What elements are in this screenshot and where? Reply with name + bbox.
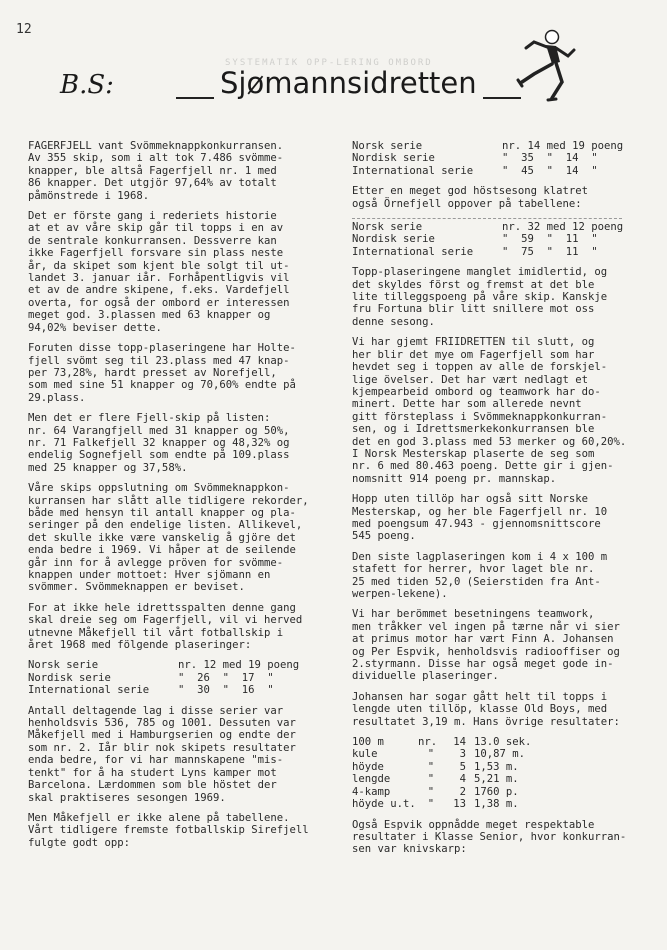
paragraph: Det er förste gang i rederiets historie at et av våre skip går til topps i en av de sentrale konkurransen. Dessverre kan ikke Fagerfjell forsvare sin plass neste år, da skipet som kjent ble solgt til ut- landet 3. januar iår. Forhåpentligvis vil et av de andre skipene, f.eks. Vardefjell overta, for også der ombord er interessen meget god. 3.plassen med 63 knapper og 94,02% beviser dette. xyxy=(28,210,290,334)
table-cell: kule xyxy=(352,748,378,761)
table-cell: höyde u.t. xyxy=(352,798,416,811)
table-cell: 13.0 sek. xyxy=(474,736,532,749)
left-column xyxy=(28,140,346,857)
table-cell: " xyxy=(427,773,435,786)
table-cell: 5,21 m. xyxy=(474,773,519,786)
title-text: Sjømannsidretten xyxy=(220,66,477,100)
table-cell: 100 m xyxy=(352,736,384,749)
table-row xyxy=(28,672,299,684)
table-cell: " 75 " 11 " xyxy=(502,245,598,258)
table-cell: 2 xyxy=(459,785,466,798)
table-row xyxy=(28,659,299,671)
table-cell: Nordisk serie xyxy=(28,671,111,684)
table-cell: lengde xyxy=(352,773,391,786)
paragraph: Vi har berömmet besetningens teamwork, men tråkker vel ingen på tærne når vi sier at primus motor har vært Finn A. Johansen og Per Espvik, henholdsvis radiooffiser og 2.styrmann. Disse har også meget gode in- dividuelle plaseringer. xyxy=(352,608,620,683)
table-row xyxy=(352,152,623,164)
paragraph: Johansen har sogar gått helt til topps i lengde uten tillöp, klasse Old Boys, med resultatet 3,19 m. Hans övrige resultater: xyxy=(352,690,620,728)
paragraph: Men det er flere Fjell-skip på listen: nr. 64 Varangfjell med 31 knapper og 50%, nr. 71 Falkefjell 32 knapper og 48,32% og endelig Sognefjell som endte på 109.plass med 25 knapper og 37,58%. xyxy=(28,412,290,474)
paragraph: Også Espvik oppnådde meget respektable resultater i Klasse Senior, hvor konkurran- sen var knivskarp: xyxy=(352,818,627,856)
table-row xyxy=(352,140,623,152)
paragraph: Foruten disse topp-plaseringene har Holte- fjell svömt seg til 23.plass med 47 knap- per 73,28%, hardt presset av Norefjell, som med sine 51 knapper og 70,60% endte på 29.plass. xyxy=(28,342,296,404)
divider xyxy=(352,218,622,219)
table-cell: höyde xyxy=(352,760,384,773)
table-row xyxy=(352,165,623,177)
table-row xyxy=(352,786,531,798)
table-cell: Norsk serie xyxy=(352,221,423,234)
table-cell: International serie xyxy=(352,164,474,177)
results-table xyxy=(352,221,623,258)
table-cell: " 45 " 14 " xyxy=(502,164,598,177)
article-header xyxy=(60,62,520,112)
table-cell: " 59 " 11 " xyxy=(502,233,598,246)
table-cell: Nordisk serie xyxy=(352,152,435,165)
paragraph: For at ikke hele idrettsspalten denne gang skal dreie seg om Fagerfjell, vil vi herved utnevne Måkefjell til vårt fotballskip i året 1968 med fölgende plaseringer: xyxy=(28,601,303,652)
athletics-results-table xyxy=(352,736,531,810)
table-cell: 5 xyxy=(459,760,466,773)
paragraph: Topp-plaseringene manglet imidlertid, og det skyldes först og fremst at det ble lite tilleggspoeng på våre skip. Kanskje fru Fortuna blir litt snillere mot oss denne sesong. xyxy=(352,266,608,328)
table-row xyxy=(352,798,531,810)
table-row xyxy=(352,736,531,748)
paragraph: FAGERFJELL vant Svömmeknappkonkurransen. Av 355 skip, som i alt tok 7.486 svömme- knapper, ble altså Fagerfjell nr. 1 med 86 knapper. Det utgjör 97,64% av totalt påmönstrede i 1968. xyxy=(28,140,284,202)
table-cell: nr. xyxy=(418,736,438,749)
paragraph: Etter en meget god höstsesong klatret også Örnefjell oppover på tabellene: xyxy=(352,185,588,210)
title-rule-left xyxy=(176,97,214,99)
table-row xyxy=(352,221,623,233)
table-cell: " xyxy=(427,785,435,798)
table-cell: 13 xyxy=(453,798,466,811)
table-cell: " xyxy=(427,760,435,773)
results-table xyxy=(352,140,623,177)
table-cell: " xyxy=(427,748,435,761)
paragraph: Vi har gjemt FRIIDRETTEN til slutt, og her blir det mye om Fagerfjell som har hevdet seg i toppen av alle de forskjel- lige övelser. Det har vært nedlagt et kjempearbeid ombord og teamwork har do- minert. Dette har som allerede nevnt gitt försteplass i Svömmeknappkonkurran- sen, og i Idrettsmerkekonkurransen ble det en god 3.plass med 53 merker og 60,20%. I Norsk Mesterskap plaserte de seg som nr. 6 med 80.463 poeng. Dette gir i gjen- nomsnitt 914 poeng pr. mannskap. xyxy=(352,336,627,485)
table-cell: 4-kamp xyxy=(352,785,391,798)
table-cell: nr. 12 med 19 poeng xyxy=(178,659,300,672)
article-title xyxy=(170,66,510,100)
table-cell: 1760 p. xyxy=(474,785,519,798)
table-cell: " 35 " 14 " xyxy=(502,152,598,165)
table-cell: Norsk serie xyxy=(28,659,99,672)
table-cell: nr. 14 med 19 poeng xyxy=(502,140,624,152)
section-initials: B.S: xyxy=(60,70,114,100)
table-cell: 1,53 m. xyxy=(474,760,519,773)
right-column xyxy=(352,140,667,864)
paragraph: Men Måkefjell er ikke alene på tabellene. Vårt tidligere fremste fotballskip Sirefjell fulgte godt opp: xyxy=(28,811,309,849)
table-cell: Nordisk serie xyxy=(352,233,435,246)
table-cell: 1,38 m. xyxy=(474,798,519,811)
table-cell: International serie xyxy=(28,684,150,697)
table-row xyxy=(352,761,531,773)
table-row xyxy=(352,773,531,785)
table-row xyxy=(352,748,531,760)
table-cell: " 26 " 17 " xyxy=(178,671,274,684)
bleed-through-text: SYSTEMATIK OPP-LERING OMBORD xyxy=(225,58,433,68)
table-cell: 10,87 m. xyxy=(474,748,526,761)
paragraph: Hopp uten tillöp har også sitt Norske Mesterskap, og her ble Fagerfjell nr. 10 med poengsum 47.943 - gjennomsnittscore 545 poeng. xyxy=(352,493,608,543)
table-cell: " xyxy=(427,798,435,811)
table-cell: " 30 " 16 " xyxy=(178,684,274,697)
table-row xyxy=(28,684,299,696)
table-row xyxy=(352,233,623,245)
table-cell: nr. 32 med 12 poeng xyxy=(502,221,624,234)
runner-icon xyxy=(512,28,582,106)
table-cell: International serie xyxy=(352,245,474,258)
table-cell: Norsk serie xyxy=(352,140,423,152)
table-cell: 3 xyxy=(459,748,466,761)
results-table xyxy=(28,659,299,696)
table-cell: 14 xyxy=(453,736,466,749)
page-number: 12 xyxy=(16,22,32,37)
table-cell: 4 xyxy=(459,773,466,786)
paragraph: Våre skips oppslutning om Svömmeknappkon- kurransen har slått alle tidligere rekorder, både med hensyn til antall knapper og pla- seringer på den endelige listen. Allikevel, det skulle ikke være vanskelig å gjöre det enda bedre i 1969. Vi håper at de seilende går inn for å avlegge pröven for svömme- knappen under mottoet: Hver sjömann en svömmer. Svömmeknappen er beviset. xyxy=(28,482,309,594)
paragraph: Den siste lagplaseringen kom i 4 x 100 m stafett for herrer, hvor laget ble nr. 25 med tiden 52,0 (Seierstiden fra Ant- werpen-lekene). xyxy=(352,550,608,600)
table-row xyxy=(352,246,623,258)
paragraph: Antall deltagende lag i disse serier var henholdsvis 536, 785 og 1001. Dessuten var Måkefjell med i Hamburgserien og endte der som nr. 2. Iår blir nok skipets resultater enda bedre, for vi har mannskapene "mis- tenkt" for å ha studert Lyns kamper mot Barcelona. Lærdommen som ble höstet der skal praktiseres sesongen 1969. xyxy=(28,704,296,804)
